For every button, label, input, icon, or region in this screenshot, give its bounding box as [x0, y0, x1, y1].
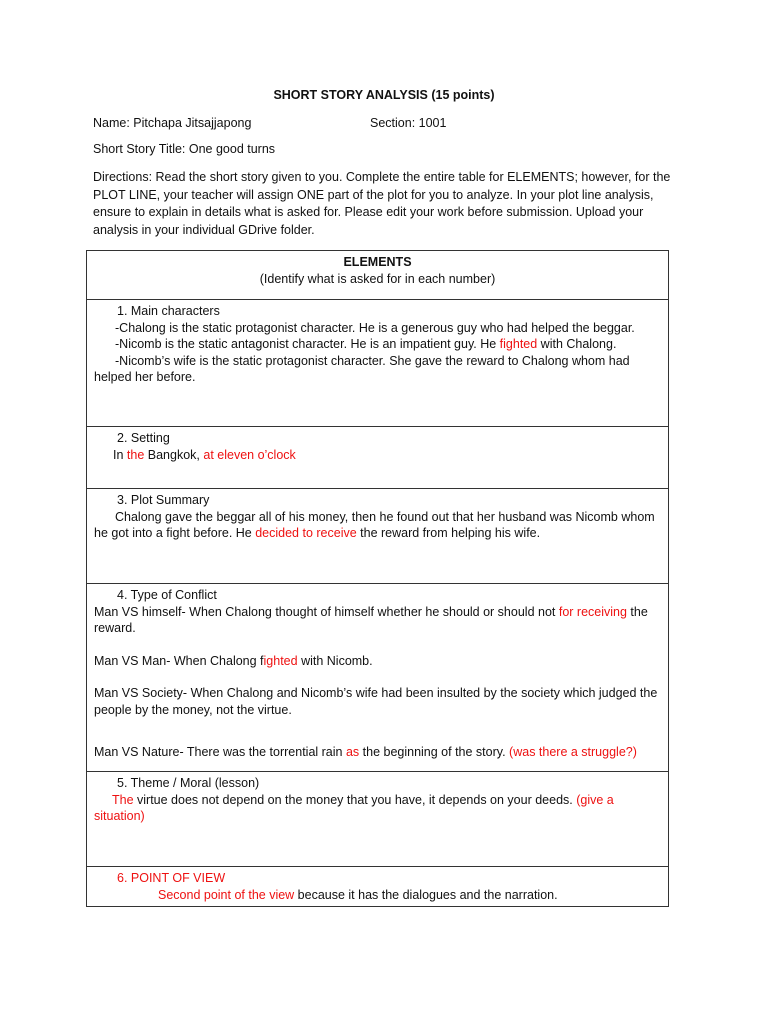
- story-title: Short Story Title: One good turns: [93, 142, 276, 156]
- conflict-man-vs-himself: Man VS himself- When Chalong thought of himself whether he should or should not for receiving the reward.: [94, 604, 648, 635]
- teacher-comment: (was there a struggle?): [509, 745, 637, 759]
- theme-heading: 5. Theme / Moral (lesson): [117, 776, 260, 790]
- theme-text: The virtue does not depend on the money that you have, it depends on your deeds. (give a situation): [94, 792, 614, 823]
- setting-heading: 2. Setting: [117, 431, 170, 445]
- section-number: Section: 1001: [370, 116, 447, 130]
- correction-mark: decided to receive: [255, 526, 357, 540]
- theme-cell: [87, 772, 669, 867]
- conflict-cell: [87, 584, 669, 772]
- point-of-view-cell: [87, 867, 669, 907]
- correction-mark: ighted: [263, 653, 298, 668]
- plot-summary-text: Chalong gave the beggar all of his money, then he found out that her husband was Nicomb whom he got into a fight before. He decided to receive the reward from helping his wife.: [94, 509, 655, 540]
- conflict-heading: 4. Type of Conflict: [117, 588, 217, 602]
- main-characters-cell: [87, 300, 669, 427]
- elements-table: [86, 250, 669, 907]
- student-name: Name: Pitchapa Jitsajjapong: [93, 116, 252, 130]
- main-characters-heading: 1. Main characters: [117, 304, 220, 318]
- directions-text: Directions: Read the short story given to you. Complete the entire table for ELEMENTS; however, for the PLOT LINE, your teacher will assign ONE part of the plot for you to analyze. In your plot line analysis, ensure to explain in details what is asked for. Please edit your work before submission. Upload your analysis in your individual GDrive folder.: [93, 170, 671, 237]
- teacher-comment: (give a situation): [94, 792, 614, 823]
- document-title: SHORT STORY ANALYSIS (15 points): [273, 88, 495, 102]
- correction-mark: the: [126, 447, 145, 462]
- character-nicomb-wife: -Nicomb’s wife is the static protagonist character. She gave the reward to Chalong whom had helped her before.: [94, 353, 630, 384]
- conflict-man-vs-nature: Man VS Nature- There was the torrential rain as the beginning of the story. (was there a struggle?): [94, 745, 637, 759]
- correction-mark: fighted: [499, 337, 538, 351]
- setting-text: In the Bangkok, at eleven o’clock: [113, 447, 296, 462]
- character-chalong: -Chalong is the static protagonist character. He is a generous guy who had helped the beggar.: [115, 320, 635, 335]
- elements-subheading: (Identify what is asked for in each number): [259, 271, 496, 286]
- point-of-view-heading: 6. POINT OF VIEW: [117, 871, 226, 885]
- correction-mark: Second point of the view: [158, 887, 295, 902]
- plot-summary-heading: 3. Plot Summary: [117, 493, 210, 507]
- point-of-view-text: Second point of the view because it has the dialogues and the narration.: [158, 887, 558, 902]
- plot-summary-cell: [87, 489, 669, 584]
- correction-mark: at eleven o’clock: [203, 447, 296, 462]
- conflict-man-vs-society: Man VS Society- When Chalong and Nicomb’s wife had been insulted by the society which judged the people by the money, not the virtue.: [94, 686, 658, 717]
- correction-mark: The: [112, 792, 134, 807]
- conflict-man-vs-man: Man VS Man- When Chalong fighted with Nicomb.: [94, 653, 373, 668]
- character-nicomb: -Nicomb is the static antagonist character. He is an impatient guy. He fighted with Chalong.: [115, 337, 617, 351]
- table-header: [87, 251, 669, 300]
- setting-cell: [87, 427, 669, 489]
- correction-mark: for receiving: [558, 604, 627, 619]
- correction-mark: as: [345, 745, 360, 759]
- elements-heading: ELEMENTS: [343, 255, 412, 269]
